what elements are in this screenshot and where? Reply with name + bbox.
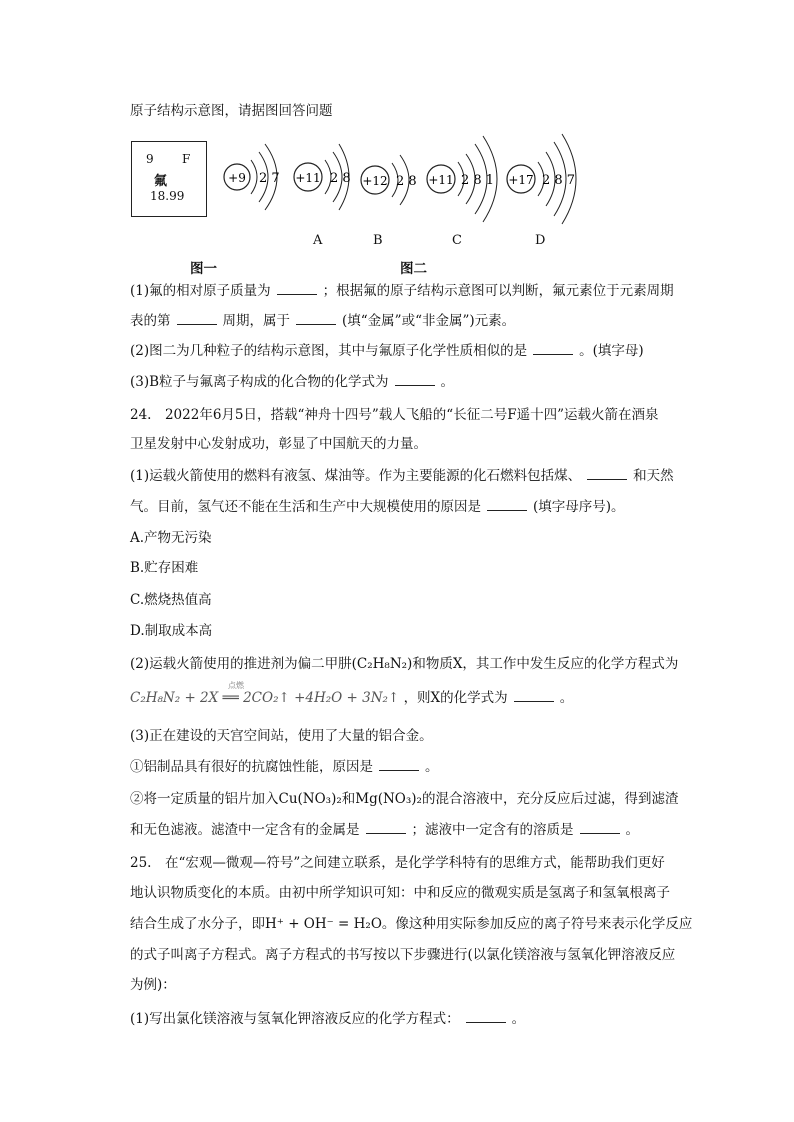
q24-option-d: D.制取成本高	[130, 623, 213, 639]
q24-part3-q2-line2: 和无色滤液。滤渣中一定含有的金属是 ；滤液中一定含有的溶质是 。	[130, 822, 639, 838]
answer-blank	[533, 342, 573, 355]
atomic-number: 9	[146, 152, 154, 166]
answer-blank	[379, 758, 419, 771]
q24-part2-line2: C₂H₈N₂ + 2X ══ 2CO₂↑ +4H₂O + 3N₂↑ 点燃 ，则X的化学式为 。	[130, 688, 573, 708]
nucleus-label: +17	[508, 173, 534, 187]
diagram-d	[507, 134, 576, 224]
label-d: D	[535, 233, 546, 248]
label-c: C	[452, 233, 462, 248]
electron-shells: 2 7	[259, 171, 280, 186]
answer-blank	[487, 498, 527, 511]
q24-option-b: B.贮存困难	[130, 560, 199, 576]
electron-shells: 2 8 1	[461, 173, 495, 188]
q24-part1-line1: (1)运载火箭使用的燃料有液氢、煤油等。作为主要能源的化石燃料包括煤、 和天然	[130, 468, 674, 484]
answer-blank	[514, 689, 554, 702]
answer-blank	[277, 282, 317, 295]
electron-shells: 2 8	[330, 171, 351, 186]
answer-blank	[466, 1010, 506, 1023]
formula-c2h8n2: C₂H₈N₂	[356, 656, 408, 672]
answer-blank	[177, 312, 217, 325]
q23-part1-line1: (1)氟的相对原子质量为 ；根据氟的原子结构示意图可以判断，氟元素位于元素周期	[130, 283, 674, 299]
equation-condition: 点燃	[228, 681, 244, 690]
q24-part3-q2-line1: ②将一定质量的铝片加入Cu(NO₃)₂和Mg(NO₃)₂的混合溶液中，充分反应后过滤，得到滤渣	[130, 791, 679, 807]
formula-mg-nitrate: Mg(NO₃)₂	[355, 791, 422, 807]
chemical-equation: C₂H₈N₂ + 2X ══ 2CO₂↑ +4H₂O + 3N₂↑	[130, 690, 400, 706]
q23-part3: (3)B粒子与氟离子构成的化合物的化学式为 。	[130, 374, 455, 390]
q25-line3: 结合生成了水分子，即H⁺ + OH⁻ = H₂O。像这种用实际参加反应的离子符号来表示化学反应	[130, 916, 693, 932]
q24-part2-line1: (2)运载火箭使用的推进剂为偏二甲肼(C₂H₈N₂)和物质X，其工作中发生反应的化学方程式为	[130, 656, 679, 672]
atomic-mass: 18.99	[150, 189, 185, 203]
diagram-b	[361, 155, 417, 205]
diagram-a	[294, 144, 351, 210]
element-name: 氟	[154, 174, 168, 189]
q25-line2: 地认识物质变化的本质。由初中所学知识可知：中和反应的微观实质是氢离子和氢氧根离子	[130, 885, 670, 901]
element-symbol: F	[182, 152, 191, 166]
q25-part1: (1)写出氯化镁溶液与氢氧化钾溶液反应的化学方程式： 。	[130, 1011, 526, 1027]
answer-blank	[395, 373, 435, 386]
intro-text: 原子结构示意图，请据图回答问题	[130, 103, 333, 119]
diagram-f-atom	[224, 144, 280, 210]
electron-shells: 2 8	[396, 174, 417, 189]
diagram-c	[427, 136, 497, 222]
electron-shells: 2 8 7	[542, 173, 576, 188]
q23-part1-line2: 表的第 周期，属于 (填“金属”或“非金属”)元素。	[130, 313, 516, 329]
answer-blank	[580, 821, 620, 834]
answer-blank	[587, 467, 627, 480]
nucleus-label: +12	[362, 174, 388, 188]
caption-figure-1: 图一	[190, 261, 217, 277]
q24-intro-line1: 24. 2022年6月5日，搭载“神舟十四号”载人飞船的“长征二号F遥十四”运载火箭在酒泉	[130, 407, 659, 423]
answer-blank	[366, 821, 406, 834]
formula-cu-nitrate: Cu(NO₃)₂	[278, 791, 342, 807]
q24-option-a: A.产物无污染	[130, 530, 212, 546]
q24-intro-line2: 卫星发射中心发射成功，彰显了中国航天的力量。	[130, 436, 427, 452]
q25-line4: 的式子叫离子方程式。离子方程式的书写按以下步骤进行(以氯化镁溶液与氢氧化钾溶液反应	[130, 947, 676, 963]
ionic-equation: H⁺ + OH⁻ = H₂O	[265, 916, 382, 932]
nucleus-label: +11	[295, 171, 321, 185]
label-a: A	[313, 233, 323, 248]
answer-blank	[296, 312, 336, 325]
q24-option-c: C.燃烧热值高	[130, 592, 212, 608]
atomic-structure-figure	[215, 130, 605, 230]
element-box-fluorine	[131, 141, 207, 217]
q24-part3-q1: ①铝制品具有很好的抗腐蚀性能，原因是 。	[130, 759, 439, 775]
q25-line5: 为例)：	[130, 977, 176, 993]
label-b: B	[373, 233, 383, 248]
nucleus-label: +11	[428, 173, 454, 187]
nucleus-label: +9	[228, 171, 246, 185]
q24-part1-line2: 气。目前，氢气还不能在生活和生产中大规模使用的原因是 (填字母序号)。	[130, 499, 625, 515]
caption-figure-2: 图二	[400, 261, 427, 277]
q23-part2: (2)图二为几种粒子的结构示意图，其中与氟原子化学性质相似的是 。(填字母)	[130, 343, 644, 359]
q25-line1: 25. 在“宏观—微观—符号”之间建立联系，是化学学科特有的思维方式，能帮助我们更好	[130, 855, 665, 871]
q24-part3: (3)正在建设的天宫空间站，使用了大量的铝合金。	[130, 728, 433, 744]
